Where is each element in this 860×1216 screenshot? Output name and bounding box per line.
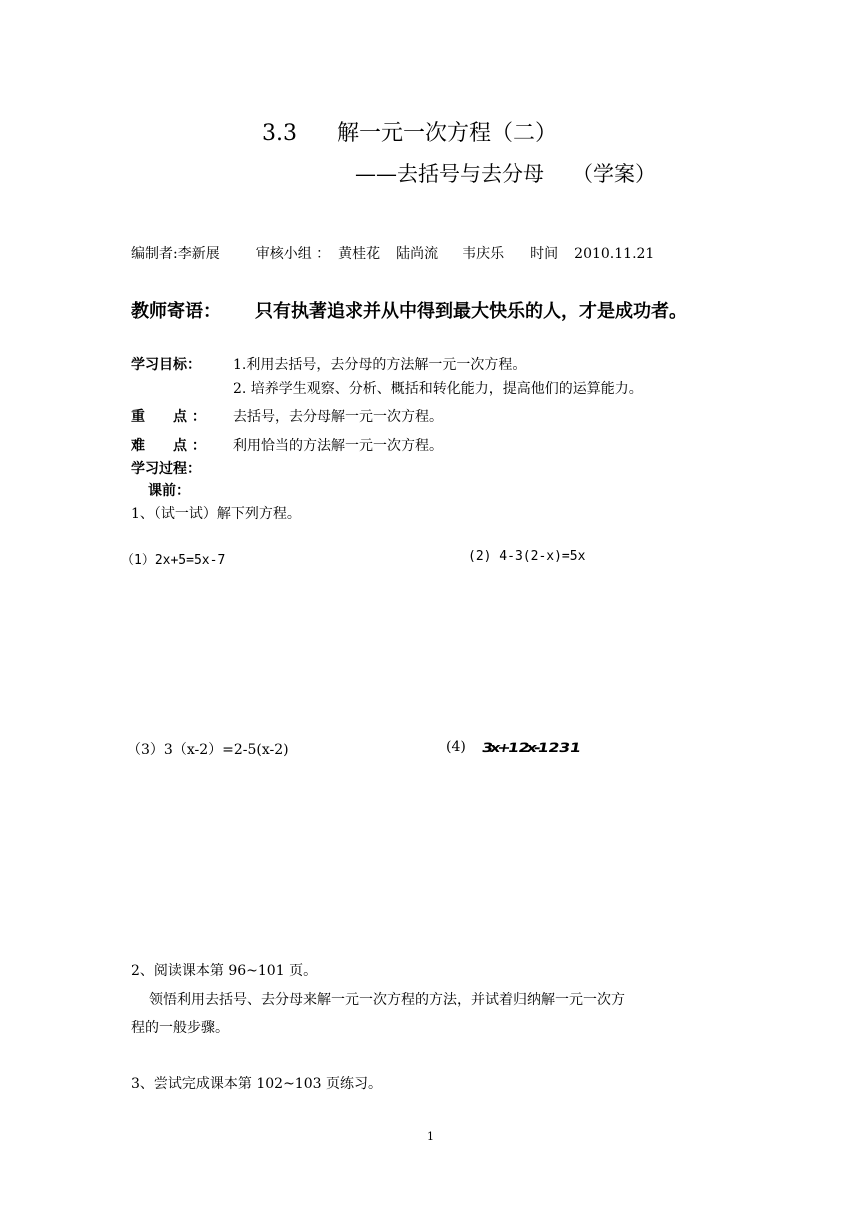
title-main: 解一元一次方程（二）	[337, 121, 558, 146]
teacher-motto	[131, 297, 687, 323]
equation-1: （1）2x+5=5x-7	[121, 553, 226, 568]
objective-2: 2. 培养学生观察、分析、概括和转化能力，提高他们的运算能力。	[233, 381, 643, 397]
page-subtitle	[355, 158, 656, 188]
reviewers-label: 审核小组 ：	[255, 246, 331, 262]
reviewer-1: 黄桂花	[338, 246, 381, 262]
motto-text: 只有执著追求并从中得到最大快乐的人，才是成功者。	[255, 301, 687, 322]
equation-2: (2) 4-3(2-x)=5x	[468, 549, 586, 564]
reviewer-3: 韦庆乐	[462, 246, 505, 262]
equation-4-image	[482, 738, 578, 757]
section-number: 3.3	[262, 121, 297, 146]
motto-label: 教师寄语：	[131, 301, 221, 322]
time-label: 时间	[530, 246, 559, 262]
page-number: 1	[427, 1130, 434, 1143]
q3-title: 3、尝试完成课本第 102~103 页练习。	[131, 1076, 382, 1092]
date: 2010.11.21	[574, 246, 655, 262]
equation-4-label: (4)	[446, 739, 466, 755]
title-sub: ——去括号与去分母	[355, 162, 544, 186]
objective-1: 1.利用去括号，去分母的方法解一元一次方程。	[233, 357, 527, 373]
author-meta	[131, 243, 676, 263]
editor: 编制者:李新展	[131, 246, 220, 262]
q2-title: 2、阅读课本第 96~101 页。	[131, 963, 318, 979]
difficult-point-label: 难 点 ：	[131, 438, 206, 454]
equation-4-garbled: 3x+1 2x-1 2 3 1	[480, 739, 580, 756]
key-point-text: 去括号，去分母解一元一次方程。	[233, 409, 443, 425]
objectives-label: 学习目标：	[131, 357, 201, 373]
q2-line-3: 程的一般步骤。	[131, 1020, 229, 1036]
process-label: 学习过程：	[131, 461, 201, 477]
reviewer-2: 陆尚流	[396, 246, 439, 262]
title-tag: （学案）	[572, 162, 656, 186]
difficult-point-text: 利用恰当的方法解一元一次方程。	[233, 438, 443, 454]
page-title	[262, 116, 557, 147]
equation-3: （3）3（x-2）=2-5(x-2)	[127, 742, 289, 758]
key-point-label: 重 点 ：	[131, 409, 206, 425]
prelesson-label: 课前：	[148, 483, 190, 499]
q1-intro: 1、（试一试）解下列方程。	[131, 506, 301, 522]
q2-line-2: 领悟利用去括号、去分母来解一元一次方程的方法，并试着归纳解一元一次方	[149, 992, 625, 1008]
